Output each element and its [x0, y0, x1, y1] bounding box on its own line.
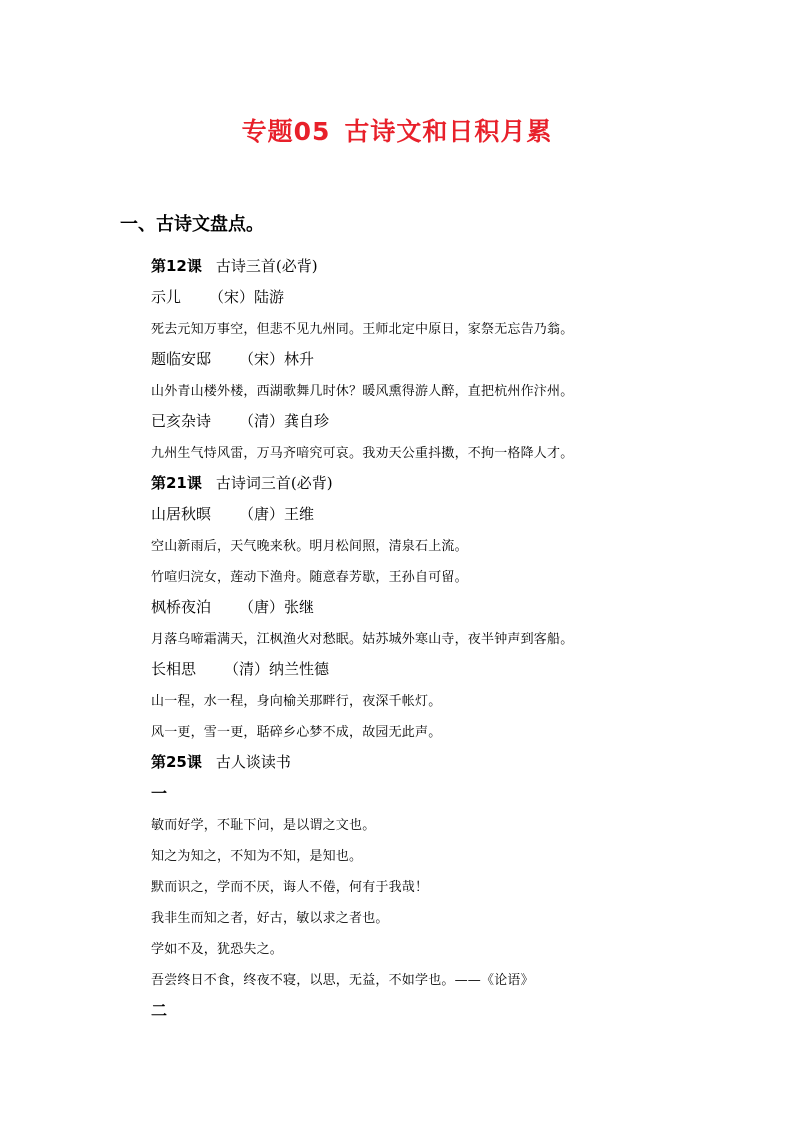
- poem-heading: [151, 653, 711, 684]
- verse-line: 知之为知之，不知为不知，是知也。: [151, 849, 363, 864]
- verse-line: 学如不及，犹恐失之。: [151, 942, 284, 957]
- lesson-heading: [151, 467, 711, 498]
- poem-title: 长相思: [151, 660, 197, 678]
- lesson-heading: [151, 250, 711, 281]
- title-topic-name: 古诗文和日积月累: [344, 117, 553, 146]
- lesson-number: 第25课: [151, 753, 202, 771]
- verse-line: 死去元知万事空，但悲不见九州同。王师北定中原日，家祭无忘告乃翁。: [151, 322, 574, 337]
- poem-heading: [151, 591, 711, 622]
- poem-title: 已亥杂诗: [151, 412, 212, 430]
- poem-heading: [151, 343, 711, 374]
- lesson-number: 第12课: [151, 257, 202, 275]
- lesson-title: 古诗词三首(必背): [215, 474, 333, 492]
- title-topic-number: 专题05: [241, 117, 331, 146]
- lesson-title: 古诗三首(必背): [215, 257, 318, 275]
- verse-line: 风一更，雪一更，聒碎乡心梦不成，故园无此声。: [151, 725, 442, 740]
- verse-line: 月落乌啼霜满天，江枫渔火对愁眠。姑苏城外寒山寺，夜半钟声到客船。: [151, 632, 574, 647]
- verse-line: 山一程，水一程，身向榆关那畔行，夜深千帐灯。: [151, 694, 442, 709]
- section-heading: 一、古诗文盘点。: [120, 214, 264, 235]
- passage-number: 一: [151, 784, 168, 803]
- verse-line: 默而识之，学而不厌，诲人不倦，何有于我哉！: [151, 880, 429, 895]
- poem-author: （唐）张继: [239, 598, 315, 616]
- lesson-heading: [151, 746, 711, 777]
- page-title: [0, 112, 794, 148]
- poem-heading: [151, 405, 711, 436]
- verse-line: 我非生而知之者，好古，敏以求之者也。: [151, 911, 389, 926]
- poem-title: 枫桥夜泊: [151, 598, 212, 616]
- poem-title: 山居秋暝: [151, 505, 212, 523]
- verse-line: 九州生气恃风雷，万马齐喑究可哀。我劝天公重抖擞，不拘一格降人才。: [151, 446, 574, 461]
- poem-heading: [151, 498, 711, 529]
- verse-line: 吾尝终日不食，终夜不寝，以思，无益，不如学也。——《论语》: [151, 973, 534, 988]
- poem-heading: [151, 281, 711, 312]
- poem-author: （宋）林升: [239, 350, 315, 368]
- verse-line: 敏而好学，不耻下问，是以谓之文也。: [151, 818, 376, 833]
- verse-line: 空山新雨后，天气晚来秋。明月松间照，清泉石上流。: [151, 539, 468, 554]
- poem-author: （清）龚自珍: [239, 412, 330, 430]
- verse-line: 山外青山楼外楼，西湖歌舞几时休？暖风熏得游人醉，直把杭州作汴州。: [151, 384, 574, 399]
- passage-number: 二: [151, 1001, 168, 1020]
- poem-author: （清）纳兰性德: [224, 660, 330, 678]
- poem-author: （唐）王维: [239, 505, 315, 523]
- poem-title: 示儿: [151, 288, 182, 306]
- poem-title: 题临安邸: [151, 350, 212, 368]
- document-body: [151, 250, 711, 1025]
- verse-line: 竹喧归浣女，莲动下渔舟。随意春芳歇，王孙自可留。: [151, 570, 468, 585]
- lesson-number: 第21课: [151, 474, 202, 492]
- lesson-title: 古人谈读书: [215, 753, 291, 771]
- poem-author: （宋）陆游: [209, 288, 285, 306]
